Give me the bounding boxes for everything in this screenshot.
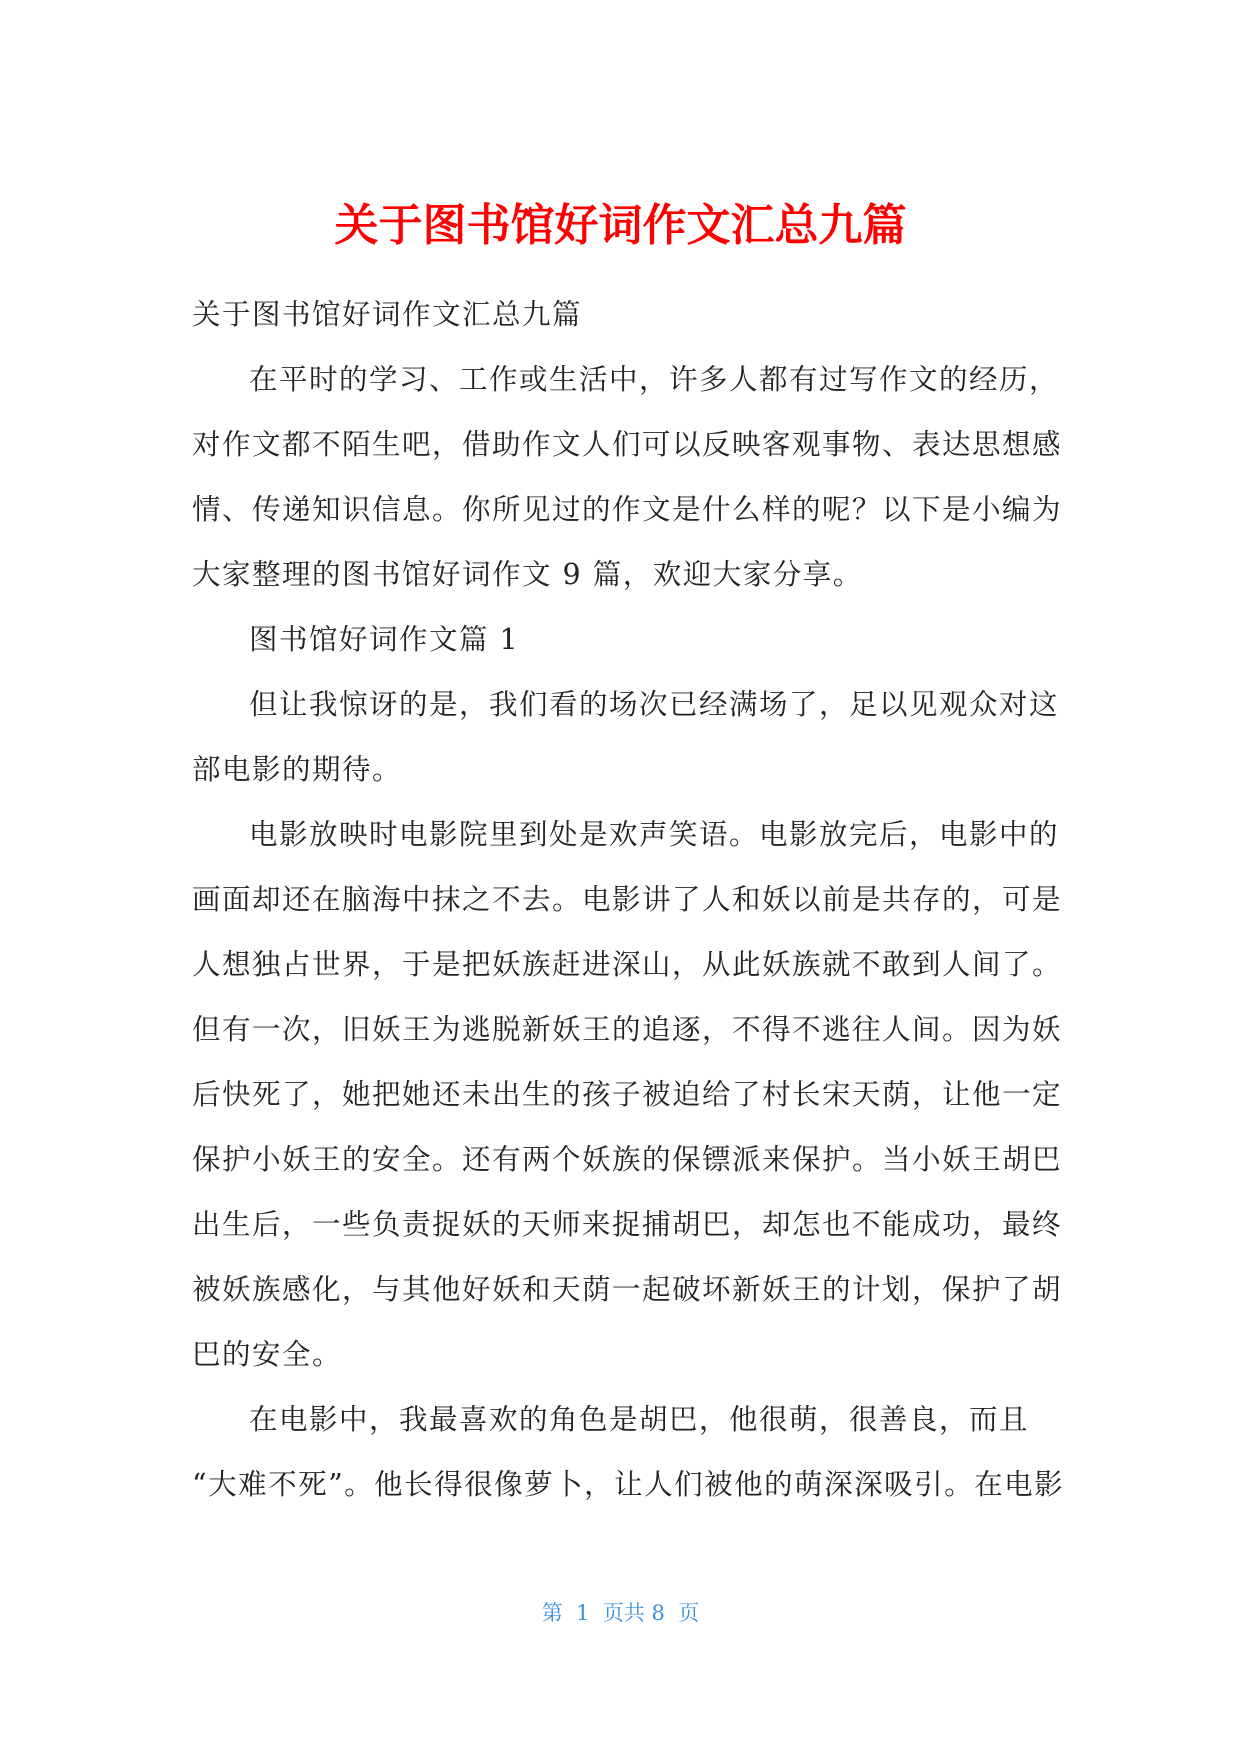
document-title: 关于图书馆好词作文汇总九篇: [334, 200, 907, 251]
paragraph-line: “大难不死”。他长得很像萝卜，让人们被他的萌深深吸引。在电影: [192, 1468, 1065, 1501]
paragraph-line: 保护小妖王的安全。还有两个妖族的保镖派来保护。当小妖王胡巴: [192, 1143, 1063, 1176]
paragraph-line: 巴的安全。: [192, 1338, 343, 1371]
subtitle-line: 关于图书馆好词作文汇总九篇: [192, 298, 583, 331]
paragraph-line: 在平时的学习、工作或生活中，许多人都有过写作文的经历，: [249, 363, 1060, 396]
paragraph-line: 电影放映时电影院里到处是欢声笑语。电影放完后，电影中的: [249, 818, 1060, 851]
paragraph-line: 出生后，一些负责捉妖的天师来捉捕胡巴，却怎也不能成功，最终: [192, 1208, 1063, 1241]
paragraph-line: 对作文都不陌生吧，借助作文人们可以反映客观事物、表达思想感: [192, 428, 1063, 461]
paragraph-line: 部电影的期待。: [192, 753, 403, 786]
paragraph-line: 画面却还在脑海中抹之不去。电影讲了人和妖以前是共存的，可是: [192, 883, 1063, 916]
section-heading: 图书馆好词作文篇 1: [249, 623, 520, 656]
paragraph-line: 但让我惊讶的是，我们看的场次已经满场了，足以见观众对这: [249, 688, 1060, 721]
page-number-footer: 第 1 页共 8 页: [541, 1601, 700, 1625]
paragraph-line: 后快死了，她把她还未出生的孩子被迫给了村长宋天荫，让他一定: [192, 1078, 1063, 1111]
paragraph-line: 情、传递知识信息。你所见过的作文是什么样的呢？以下是小编为: [192, 493, 1063, 526]
paragraph-line: 被妖族感化，与其他好妖和天荫一起破坏新妖王的计划，保护了胡: [192, 1273, 1063, 1306]
paragraph-line: 但有一次，旧妖王为逃脱新妖王的追逐，不得不逃往人间。因为妖: [192, 1013, 1063, 1046]
document-body: [192, 282, 1065, 1517]
paragraph-line: 在电影中，我最喜欢的角色是胡巴，他很萌，很善良，而且: [249, 1403, 1030, 1436]
paragraph-line: 人想独占世界，于是把妖族赶进深山，从此妖族就不敢到人间了。: [192, 948, 1063, 981]
paragraph-line: 大家整理的图书馆好词作文 9 篇，欢迎大家分享。: [192, 558, 863, 591]
